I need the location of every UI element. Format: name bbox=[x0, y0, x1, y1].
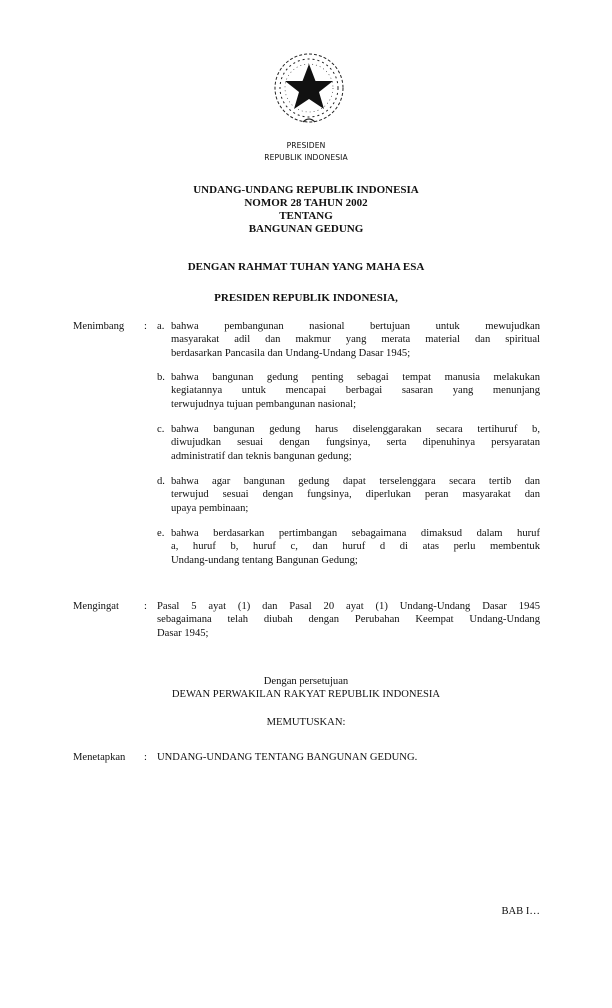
invocation: DENGAN RAHMAT TUHAN YANG MAHA ESA bbox=[187, 261, 425, 273]
menimbang-item-line: bahwa bangunan gedung penting sebagai tempat manusia melakukan bbox=[171, 372, 540, 383]
mengingat-text bbox=[157, 600, 540, 640]
next-page-indicator: BAB I… bbox=[501, 906, 540, 917]
menetapkan-label: Menetapkan bbox=[73, 752, 126, 763]
seal-caption-republic: REPUBLIK INDONESIA bbox=[264, 153, 348, 162]
menimbang-item-marker: a. bbox=[157, 321, 165, 332]
title-line-law: UNDANG-UNDANG REPUBLIK INDONESIA bbox=[193, 184, 419, 196]
menimbang-item bbox=[171, 320, 540, 360]
menimbang-item bbox=[171, 527, 540, 567]
menetapkan-colon: : bbox=[144, 752, 147, 763]
mengingat-colon: : bbox=[144, 601, 147, 612]
menimbang-item-line: bahwa bangunan gedung harus diselenggarakan secara tertihuruf b, bbox=[171, 424, 540, 435]
mengingat-label: Mengingat bbox=[73, 601, 119, 612]
menimbang-item-line: bahwa agar bangunan gedung dapat terselenggara secara tertib dan bbox=[171, 476, 540, 487]
menimbang-item bbox=[171, 475, 540, 515]
menimbang-item-line: upaya pembinaan; bbox=[171, 502, 249, 514]
menimbang-item-line: a, huruf b, huruf c, dan huruf d di atas perlu membentuk bbox=[171, 541, 540, 553]
mengingat-line: Dasar 1945; bbox=[157, 627, 209, 639]
menimbang-colon: : bbox=[144, 321, 147, 332]
approval-body: DEWAN PERWAKILAN RAKYAT REPUBLIK INDONESIA bbox=[171, 689, 441, 701]
title-line-number: NOMOR 28 TAHUN 2002 bbox=[244, 197, 368, 209]
menetapkan-text: UNDANG-UNDANG TENTANG BANGUNAN GEDUNG. bbox=[157, 752, 418, 763]
mengingat-line: sebagaimana telah diubah dengan Perubahan Keempat Undang-Undang bbox=[157, 614, 540, 626]
menimbang-item-line: terwujudnya tujuan pembangunan nasional; bbox=[171, 398, 357, 410]
menimbang-item-line: kegiatannya untuk mencapai berbagai sasaran yang menunjang bbox=[171, 385, 540, 397]
menimbang-label: Menimbang bbox=[73, 321, 125, 332]
menimbang-item-marker: d. bbox=[157, 476, 165, 487]
title-line-subject: BANGUNAN GEDUNG bbox=[248, 223, 364, 235]
menimbang-item-marker: c. bbox=[157, 424, 165, 435]
mengingat-line: Pasal 5 ayat (1) dan Pasal 20 ayat (1) Undang-Undang Dasar 1945 bbox=[157, 601, 540, 612]
menimbang-item-line: bahwa pembangunan nasional bertujuan untuk mewujudkan bbox=[171, 321, 540, 332]
menimbang-item-line: masyarakat adil dan makmur yang merata material dan spiritual bbox=[171, 334, 540, 346]
menimbang-item-line: Undang-undang tentang Bangunan Gedung; bbox=[171, 554, 358, 566]
decides-heading: MEMUTUSKAN: bbox=[266, 717, 346, 728]
presidential-seal-icon bbox=[269, 50, 349, 130]
approval-block bbox=[0, 675, 612, 702]
seal-caption-president: PRESIDEN bbox=[286, 141, 326, 150]
menimbang-item bbox=[171, 423, 540, 463]
document-title bbox=[0, 184, 612, 236]
menimbang-item bbox=[171, 371, 540, 411]
menimbang-item-line: terwujud sesuai dengan fungsinya, diperlukan peran masyarakat dan bbox=[171, 489, 540, 501]
president-heading: PRESIDEN REPUBLIK INDONESIA, bbox=[214, 292, 398, 304]
menimbang-item-line: bahwa berdasarkan pertimbangan sebagaimana dimaksud dalam huruf bbox=[171, 528, 540, 539]
menimbang-item-line: berdasarkan Pancasila dan Undang-Undang Dasar 1945; bbox=[171, 347, 411, 359]
menimbang-item-marker: e. bbox=[157, 528, 165, 539]
menimbang-item-line: diwujudkan sesuai dengan fungsinya, serta dipenuhinya persyaratan bbox=[171, 437, 540, 449]
title-line-about: TENTANG bbox=[279, 210, 333, 222]
approval-intro: Dengan persetujuan bbox=[263, 676, 349, 687]
menimbang-item-marker: b. bbox=[157, 372, 165, 383]
menimbang-item-line: administratif dan teknis bangunan gedung; bbox=[171, 450, 352, 462]
